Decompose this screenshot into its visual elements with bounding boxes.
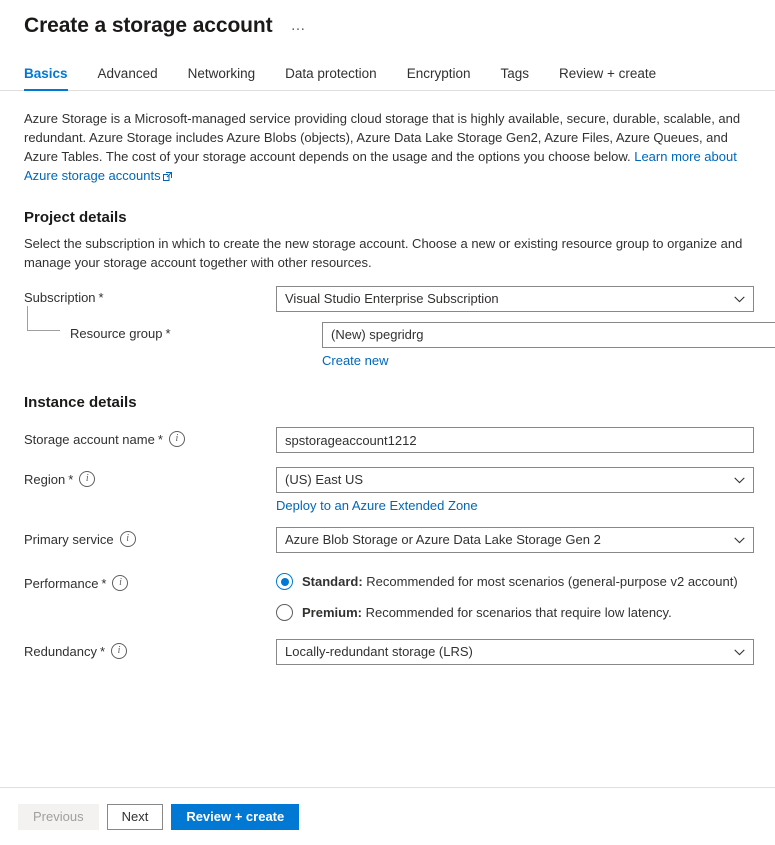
- instance-details-form: [24, 427, 751, 665]
- primary-service-value: Azure Blob Storage or Azure Data Lake Storage Gen 2: [285, 532, 601, 547]
- learn-more-link[interactable]: Learn more about Azure storage accounts: [24, 149, 737, 183]
- redundancy-field-cell: [276, 639, 754, 665]
- redundancy-label: Redundancy: [24, 643, 97, 659]
- row-redundancy: [24, 639, 751, 665]
- intro-paragraph: [24, 109, 751, 185]
- redundancy-value: Locally-redundant storage (LRS): [285, 644, 473, 659]
- info-icon[interactable]: i: [111, 643, 127, 659]
- performance-premium-strong: Premium:: [302, 605, 362, 620]
- storage-account-name-label-cell: [24, 427, 276, 447]
- page-content: [0, 109, 775, 665]
- region-required-marker: *: [68, 471, 74, 487]
- storage-account-name-field-cell: [276, 427, 754, 453]
- region-field-cell: [276, 467, 754, 513]
- subscription-required-marker: *: [98, 290, 104, 305]
- primary-service-label: Primary service: [24, 531, 114, 547]
- create-new-resource-group-link[interactable]: Create new: [322, 353, 389, 368]
- page-title: Create a storage account: [24, 14, 273, 37]
- performance-label: Performance: [24, 575, 99, 591]
- deploy-extended-zone-link[interactable]: Deploy to an Azure Extended Zone: [276, 498, 478, 513]
- performance-label-cell: [24, 571, 276, 591]
- tab-tags[interactable]: Tags: [500, 66, 530, 81]
- chevron-down-icon: [734, 287, 745, 311]
- row-primary-service: [24, 527, 751, 553]
- review-create-button[interactable]: Review + create: [171, 804, 299, 830]
- primary-service-dropdown[interactable]: [276, 527, 754, 553]
- radio-premium[interactable]: [276, 604, 293, 621]
- region-label-cell: [24, 467, 276, 487]
- performance-premium-label: [302, 605, 672, 620]
- tab-advanced[interactable]: Advanced: [97, 66, 158, 81]
- project-details-form: [24, 286, 751, 368]
- tab-review-create[interactable]: Review + create: [559, 66, 657, 81]
- performance-option-premium[interactable]: [276, 604, 751, 621]
- row-subscription: [24, 286, 751, 312]
- resource-group-field-cell: [322, 322, 775, 368]
- previous-button[interactable]: Previous: [18, 804, 99, 830]
- region-label: Region: [24, 471, 66, 487]
- row-storage-account-name: [24, 427, 751, 453]
- subscription-value: Visual Studio Enterprise Subscription: [285, 291, 499, 306]
- primary-service-field-cell: [276, 527, 754, 553]
- page-header: [0, 0, 775, 38]
- subscription-label: Subscription: [24, 290, 96, 305]
- resource-group-value: (New) spegridrg: [331, 327, 424, 342]
- chevron-down-icon: [734, 640, 745, 664]
- radio-standard[interactable]: [276, 573, 293, 590]
- tree-connector: [27, 306, 60, 331]
- region-value: (US) East US: [285, 472, 364, 487]
- intro-text: Azure Storage is a Microsoft-managed service providing cloud storage that is highly available, secure, durable, scalable, and redundant. Azure Storage includes Azure Blobs (objects), Azure Data Lake Storage Gen2, Azure Files, Azure Queues, and Azure Tables. The cost of your storage account depends on the usage and the options you choose below.: [24, 111, 741, 164]
- performance-required-marker: *: [101, 575, 107, 591]
- info-icon[interactable]: i: [79, 471, 95, 487]
- project-details-description: Select the subscription in which to create the new storage account. Choose a new or existing resource group to organize and manage your storage account together with other resources.: [24, 236, 743, 270]
- redundancy-dropdown[interactable]: [276, 639, 754, 665]
- resource-group-label: Resource group: [70, 326, 163, 341]
- resource-group-label-cell: [24, 322, 322, 341]
- info-icon[interactable]: i: [112, 575, 128, 591]
- performance-standard-strong: Standard:: [302, 574, 363, 589]
- subscription-field-cell: [276, 286, 754, 312]
- subscription-dropdown[interactable]: [276, 286, 754, 312]
- chevron-down-icon: [734, 528, 745, 552]
- primary-service-label-cell: [24, 527, 276, 547]
- performance-radio-group: [276, 571, 751, 621]
- tab-networking[interactable]: Networking: [187, 66, 256, 81]
- storage-account-name-input[interactable]: [276, 427, 754, 453]
- tab-data-protection[interactable]: Data protection: [285, 66, 377, 81]
- more-options-icon[interactable]: …: [290, 17, 307, 34]
- next-button[interactable]: Next: [107, 804, 164, 830]
- performance-standard-label: [302, 574, 738, 589]
- chevron-down-icon: [734, 468, 745, 492]
- performance-premium-text: Recommended for scenarios that require low latency.: [361, 605, 672, 620]
- project-details-heading: Project details: [24, 209, 127, 226]
- row-region: [24, 467, 751, 513]
- storage-account-name-label: Storage account name: [24, 431, 155, 447]
- info-icon[interactable]: i: [120, 531, 136, 547]
- tab-encryption[interactable]: Encryption: [406, 66, 471, 81]
- storage-account-name-required-marker: *: [157, 431, 163, 447]
- performance-standard-text: Recommended for most scenarios (general-purpose v2 account): [362, 574, 738, 589]
- region-dropdown[interactable]: [276, 467, 754, 493]
- external-link-icon: [163, 172, 172, 181]
- redundancy-label-cell: [24, 639, 276, 659]
- subscription-label-cell: [24, 286, 276, 305]
- resource-group-required-marker: *: [165, 326, 171, 341]
- row-performance: [24, 571, 751, 621]
- wizard-tabs: [0, 56, 775, 91]
- info-icon[interactable]: i: [169, 431, 185, 447]
- wizard-footer: [0, 787, 775, 845]
- instance-details-heading: Instance details: [24, 394, 137, 411]
- performance-option-standard[interactable]: [276, 573, 751, 590]
- redundancy-required-marker: *: [100, 643, 106, 659]
- tab-basics[interactable]: Basics: [24, 66, 68, 91]
- row-resource-group: [24, 322, 751, 368]
- resource-group-dropdown[interactable]: [322, 322, 775, 348]
